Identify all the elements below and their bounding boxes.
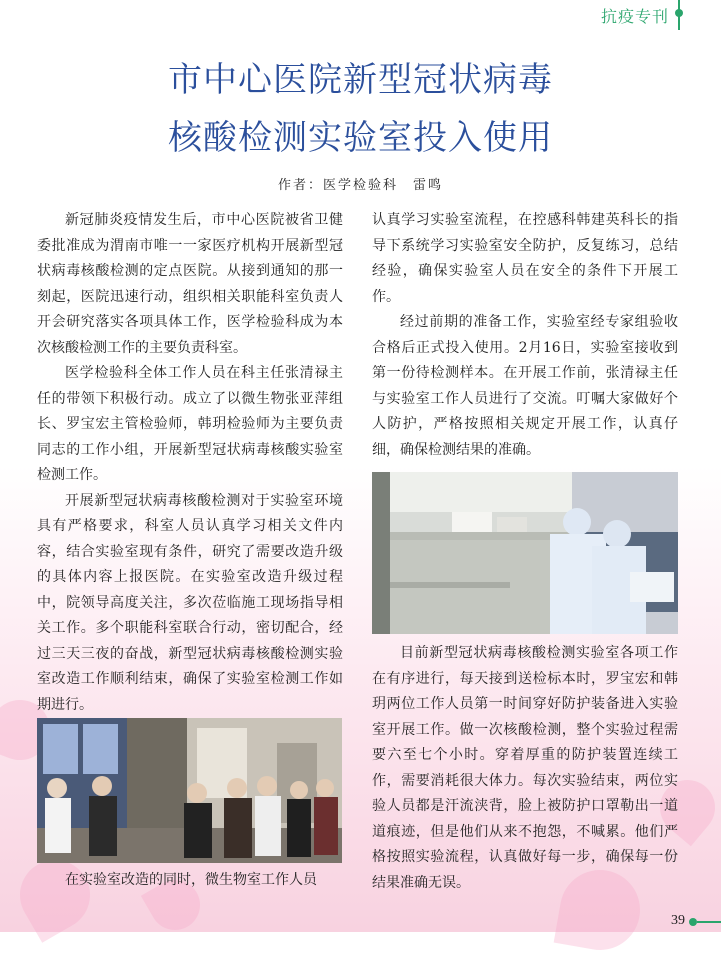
right-column-bottom bbox=[372, 641, 678, 896]
article-title-line-1: 市中心医院新型冠状病毒 bbox=[168, 60, 553, 100]
lab-work-photo bbox=[372, 472, 678, 634]
article-title-line-2: 核酸检测实验室投入使用 bbox=[168, 118, 553, 158]
paragraph: 经过前期的准备工作，实验室经专家组验收合格后正式投入使用。2月16日，实验室接收到第一份待检测样本。在开展工作前，张清禄主任与实验室工作人员进行了交流。叮嘱大家做好个人防护，严格按照相关规定开展工作，认真仔细，确保检测结果的准确。 bbox=[372, 314, 678, 458]
page-number-dot bbox=[689, 918, 697, 926]
left-column-bottom bbox=[37, 868, 343, 894]
paragraph: 认真学习实验室流程，在控感科韩建英科长的指导下系统学习实验室安全防护，反复练习，总结经验，确保实验室人员在安全的条件下开展工作。 bbox=[372, 212, 678, 305]
paragraph: 在实验室改造的同时，微生物室工作人员 bbox=[65, 872, 317, 888]
page-number-line bbox=[697, 921, 721, 923]
right-column-top bbox=[372, 208, 678, 463]
paragraph: 医学检验科全体工作人员在科主任张清禄主任的带领下积极行动。成立了以微生物张亚萍组长、罗宝宏主管检验师，韩玥检验师为主要负责同志的工作小组，开展新型冠状病毒核酸实验室检测工作。 bbox=[37, 365, 343, 483]
article-author: 作者：医学检验科 雷鸣 bbox=[277, 178, 443, 193]
page-number: 39 bbox=[671, 913, 685, 928]
paragraph: 目前新型冠状病毒核酸检测实验室各项工作在有序进行，每天接到送检标本时，罗宝宏和韩玥两位工作人员第一时间穿好防护装备进入实验室开展工作。做一次核酸检测，整个实验过程需要六至七个小时。穿着厚重的防护装置连续工作，需要消耗很大体力。每次实验结束，两位实验人员都是汗流浃背，脸上被防护口罩勒出一道道痕迹，但是他们从来不抱怨，不喊累。他们严格按照实验流程，认真做好每一步，确保每一份结果准确无误。 bbox=[372, 645, 678, 891]
paragraph: 新冠肺炎疫情发生后，市中心医院被省卫健委批准成为渭南市唯一一家医疗机构开展新型冠状病毒核酸检测的定点医院。从接到通知的那一刻起，医院迅速行动，组织相关职能科室负责人开会研究落实各项具体工作，医学检验科成为本次核酸检测工作的主要负责科室。 bbox=[37, 212, 343, 356]
paragraph: 开展新型冠状病毒核酸检测对于实验室环境具有严格要求，科室人员认真学习相关文件内容，结合实验室现有条件，研究了需要改造升级的具体内容上报医院。在实验室改造升级过程中，院领导高度关注，多次莅临施工现场指导相关工作。多个职能科室联合行动，密切配合，经过三天三夜的奋战，新型冠状病毒核酸检测实验室改造工作顺利结束，确保了实验室检测工作如期进行。 bbox=[37, 492, 343, 713]
section-tag-dot bbox=[675, 9, 683, 17]
site-inspection-photo bbox=[37, 718, 342, 863]
left-column bbox=[37, 208, 343, 718]
section-tag: 抗疫专刊 bbox=[600, 7, 669, 26]
